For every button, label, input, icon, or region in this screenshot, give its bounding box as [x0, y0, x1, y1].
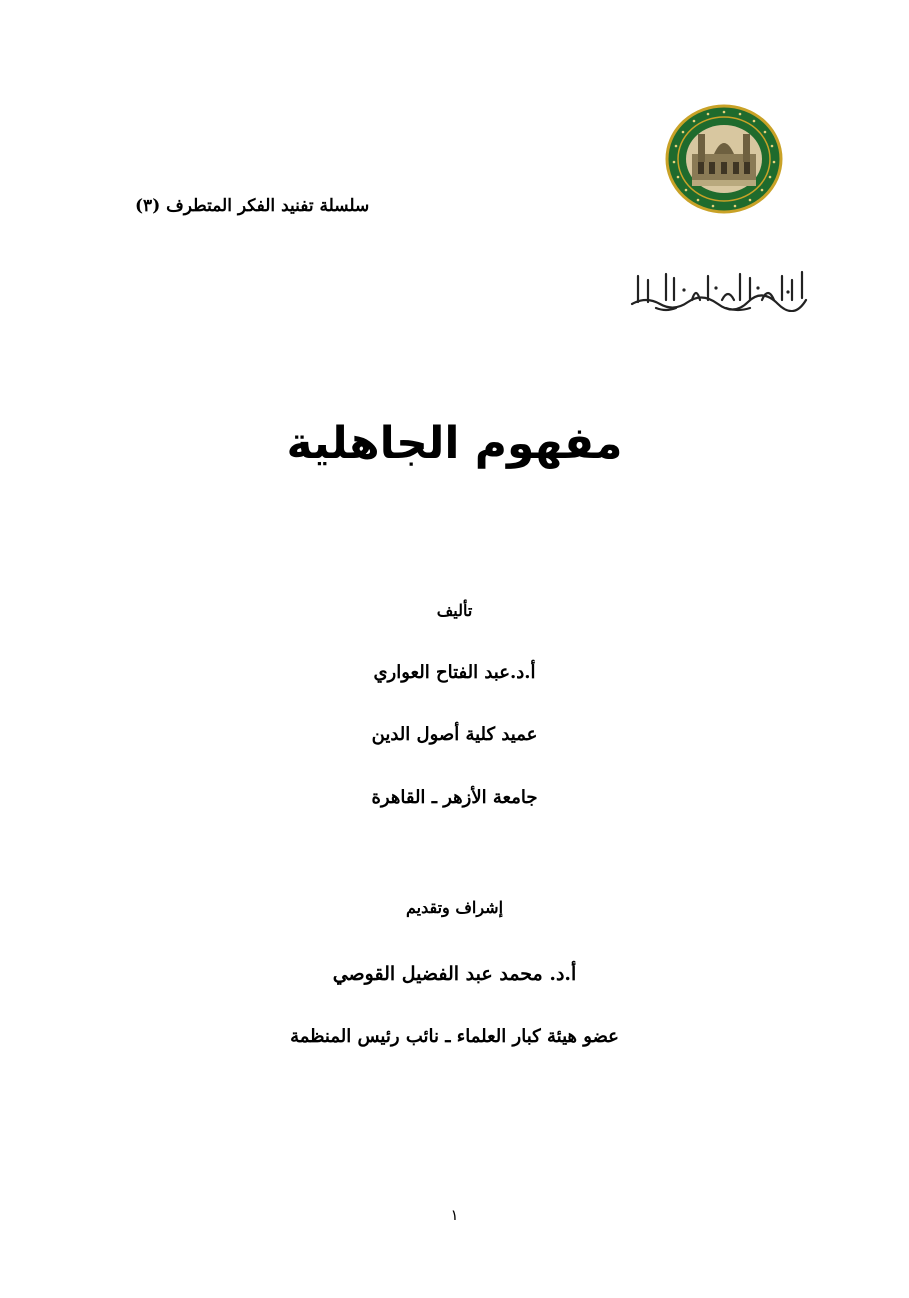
series-title: سلسلة تفنيد الفكر المتطرف (٣)	[135, 196, 370, 216]
page-number: ١	[450, 1206, 459, 1224]
author-position: عميد كلية أصول الدين	[371, 724, 538, 745]
organization-calligraphy-logo	[626, 266, 812, 312]
document-title: مفهوم الجاهلية	[286, 418, 623, 469]
author-name: أ.د.عبد الفتاح العواري	[373, 662, 536, 683]
supervisor-position: عضو هيئة كبار العلماء ـ نائب رئيس المنظمة	[290, 1026, 619, 1047]
organization-seal-logo	[665, 104, 783, 214]
authorship-label: تأليف	[436, 601, 473, 620]
author-affiliation: جامعة الأزهر ـ القاهرة	[371, 787, 538, 808]
supervision-label: إشراف وتقديم	[405, 898, 504, 917]
supervisor-name: أ.د. محمد عبد الفضيل القوصي	[332, 963, 577, 985]
